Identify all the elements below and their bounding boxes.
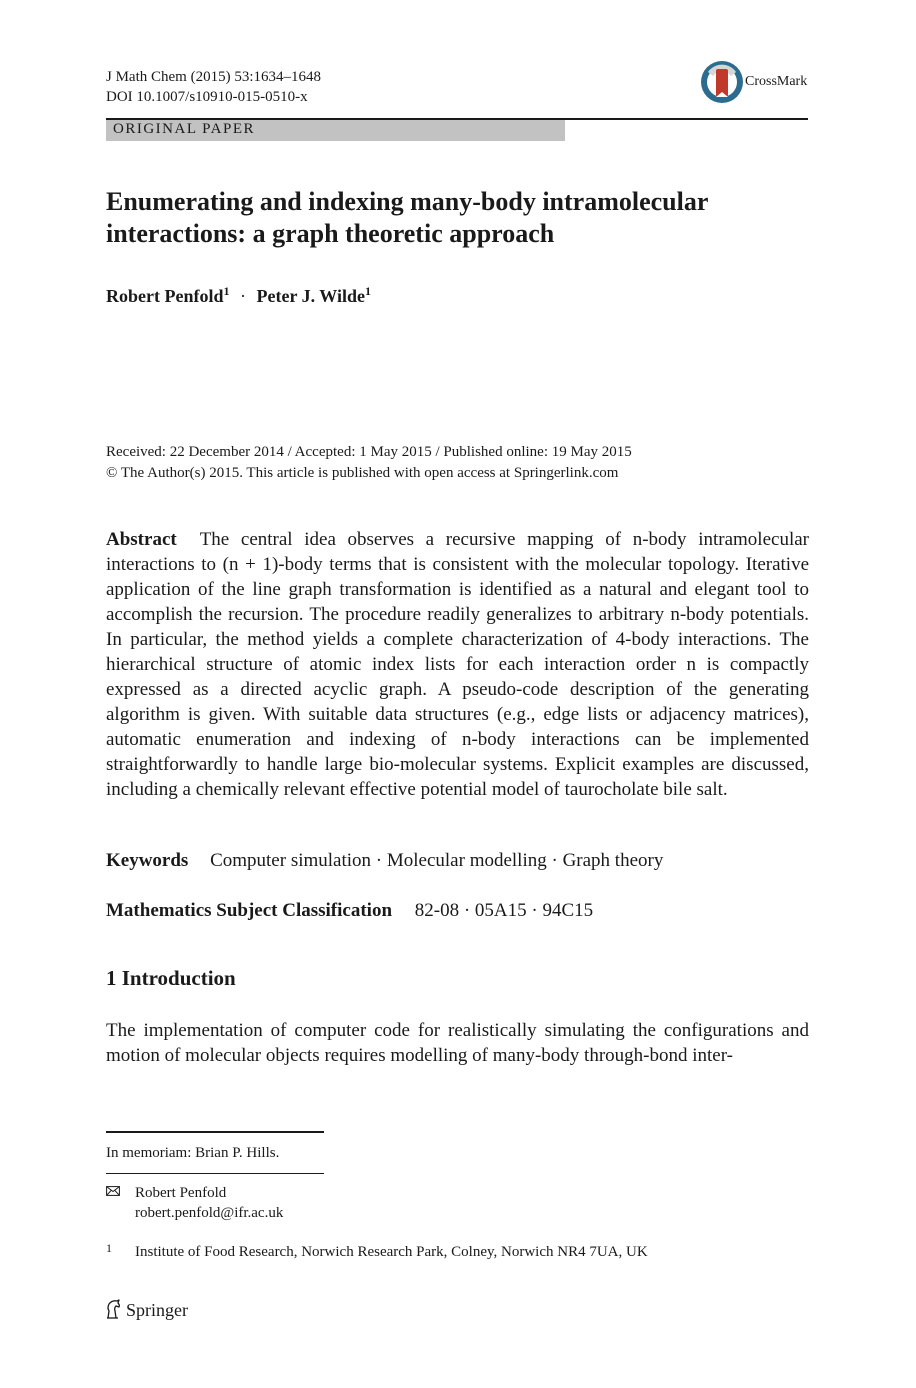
memoriam-footnote: In memoriam: Brian P. Hills. <box>106 1145 280 1161</box>
envelope-icon <box>106 1186 120 1196</box>
affiliation-number: 1 <box>106 1241 112 1255</box>
author-affiliation-mark: 1 <box>223 284 230 298</box>
publication-history <box>106 442 632 484</box>
article-type-label: ORIGINAL PAPER <box>113 121 255 137</box>
abstract-text: The central idea observes a recursive mapping of n-body intramolecular interactions to (n + 1)-body terms that is consistent with the molecular topology. Iterative application of the line graph transformation is identified as a natural and elegant tool to accomplish the recursion. The procedure readily generalizes to arbitrary n-body potentials. In particular, the method yields a complete characterization of 4-body interactions. The hierarchical structure of atomic index lists for each interaction order n is compactly expressed as a directed acyclic graph. A pseudo-code description of the generating algorithm is given. With suitable data structures (e.g., edge lists or adjacency matrices), automatic enumeration and indexing of n-body interactions can be implemented straightforwardly to handle large bio-molecular systems. Explicit examples are discussed, including a chemically relevant effective potential model of taurocholate bile salt. <box>106 529 809 800</box>
title-line-2: interactions: a graph theoretic approach <box>106 219 555 248</box>
subject-classification <box>106 900 593 922</box>
title-line-1: Enumerating and indexing many-body intramolecular <box>106 187 709 216</box>
section-heading: 1 Introduction <box>106 966 236 990</box>
keywords-label: Keywords <box>106 850 189 871</box>
introduction-text: The implementation of computer code for realistically simulating the configurations and motion of molecular objects requires modelling of many-body through-bond inter- <box>106 1020 809 1066</box>
article-type-banner <box>106 120 565 141</box>
journal-issue: J Math Chem (2015) 53:1634–1648 <box>106 69 321 85</box>
copyright-notice: © The Author(s) 2015. This article is published with open access at Springerlink.com <box>106 465 619 481</box>
publisher-logo <box>104 1299 188 1321</box>
publisher-name: Springer <box>126 1300 188 1320</box>
crossmark-badge[interactable] <box>700 60 810 106</box>
author-name[interactable]: Robert Penfold <box>106 286 224 306</box>
abstract-label: Abstract <box>106 529 177 550</box>
article-title <box>106 186 806 250</box>
abstract <box>106 527 809 802</box>
crossmark-label: CrossMark <box>745 74 808 89</box>
keywords <box>106 850 663 872</box>
journal-citation <box>106 67 321 107</box>
affiliation-text: Institute of Food Research, Norwich Research Park, Colney, Norwich NR4 7UA, UK <box>135 1244 648 1260</box>
author-list <box>106 284 371 307</box>
journal-doi: DOI 10.1007/s10910-015-0510-x <box>106 89 308 105</box>
received-accepted-dates: Received: 22 December 2014 / Accepted: 1 May 2015 / Published online: 19 May 2015 <box>106 444 632 460</box>
author-affiliation-mark: 1 <box>364 284 371 298</box>
contact-email[interactable]: robert.penfold@ifr.ac.uk <box>135 1205 284 1221</box>
footnote-rule <box>106 1131 324 1133</box>
msc-codes: 82-08 · 05A15 · 94C15 <box>414 900 594 921</box>
footnote-rule <box>106 1173 324 1174</box>
springer-horse-icon <box>104 1299 122 1319</box>
author-separator: · <box>239 286 246 306</box>
keywords-text: Computer simulation · Molecular modelling · Graph theory <box>210 850 664 871</box>
author-name[interactable]: Peter J. Wilde <box>256 286 365 306</box>
contact-name: Robert Penfold <box>135 1185 227 1201</box>
msc-label: Mathematics Subject Classification <box>106 900 393 921</box>
crossmark-icon <box>700 60 744 104</box>
